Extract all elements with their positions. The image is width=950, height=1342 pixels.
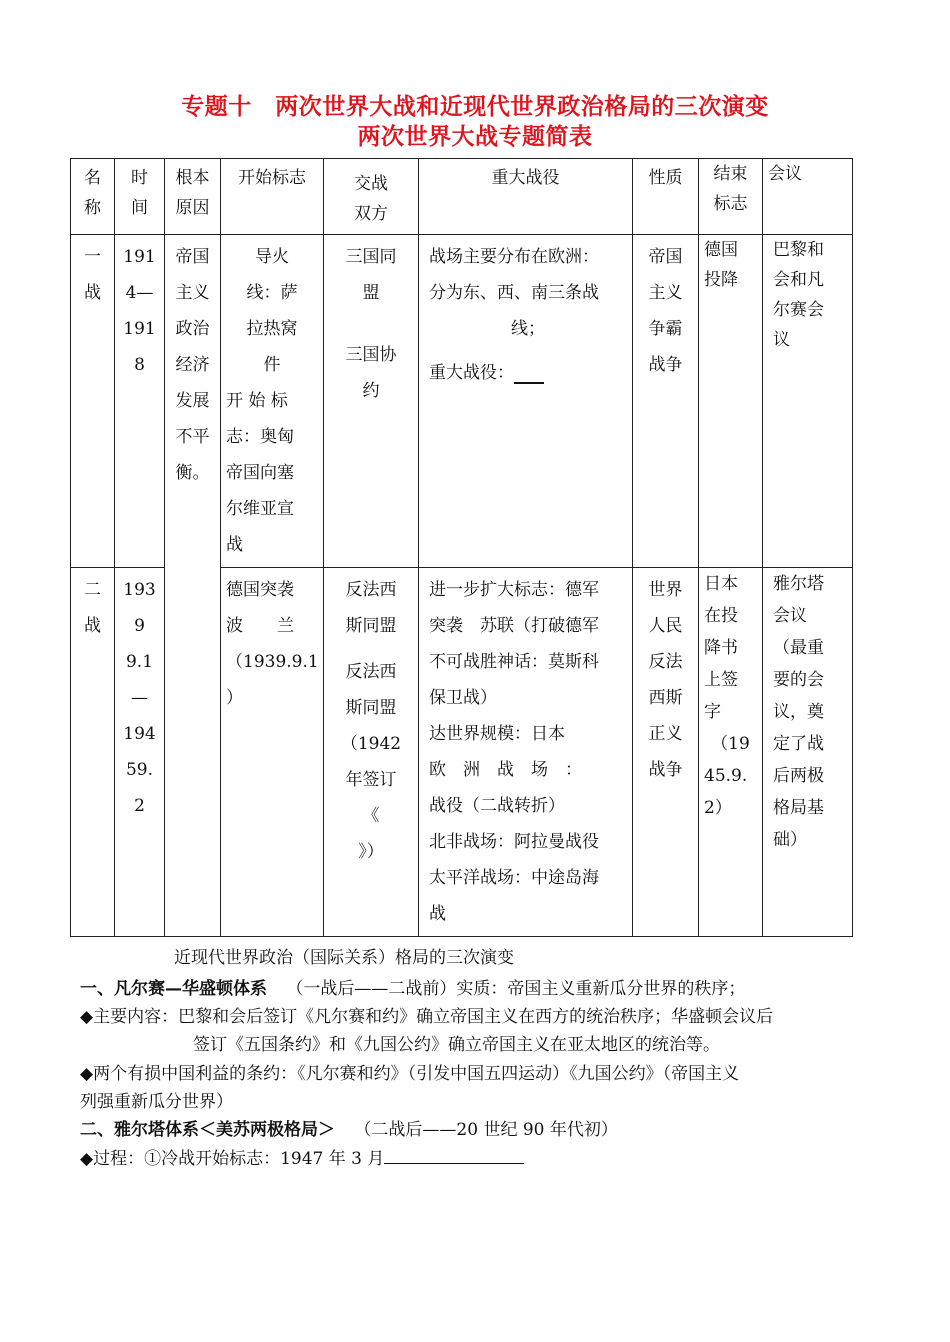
section-1-summary: （一战后——二战前）实质：帝国主义重新瓜分世界的秩序； bbox=[286, 979, 746, 999]
header-battles: 重大战役 bbox=[419, 159, 633, 235]
header-end: 结束 标志 bbox=[699, 159, 763, 235]
section-1-line bbox=[80, 974, 745, 999]
answer-blank bbox=[514, 364, 544, 384]
ww1-name: 一 战 bbox=[71, 235, 115, 568]
header-start: 开始标志 bbox=[221, 159, 324, 235]
process-line bbox=[80, 1144, 524, 1169]
ww1-time: 191 4— 191 8 bbox=[115, 235, 165, 568]
header-cause: 根本 原因 bbox=[165, 159, 221, 235]
treaty-line-1: ◆两个有损中国利益的条约：《凡尔赛和约》（引发中国五四运动）《九国公约》（帝国主义 bbox=[80, 1064, 740, 1084]
section-2-title: 二、雅尔塔体系＜美苏两极格局＞ bbox=[80, 1120, 335, 1140]
treaty-line-2: 列强重新瓜分世界） bbox=[80, 1092, 233, 1112]
document-title: 专题十 两次世界大战和近现代世界政治格局的三次演变 bbox=[181, 94, 769, 120]
ww2-sides: 反法西 斯同盟 反法西 斯同盟 （1942 年签订 《 》） bbox=[324, 568, 419, 937]
header-name: 名 称 bbox=[71, 159, 115, 235]
ww2-name: 二 战 bbox=[71, 568, 115, 937]
table-title: 两次世界大战专题简表 bbox=[357, 124, 593, 150]
header-row bbox=[71, 159, 853, 235]
header-nature: 性质 bbox=[633, 159, 699, 235]
ww1-battles: 战场主要分布在欧洲： 分为东、西、南三条战 线； 重大战役： bbox=[419, 235, 633, 568]
row-ww1 bbox=[71, 235, 853, 568]
ww-summary-table bbox=[70, 158, 853, 937]
ww1-meeting: 巴黎和 会和凡 尔赛会 议 bbox=[763, 235, 853, 568]
ww2-time: 193 9 9.1 — 194 59. 2 bbox=[115, 568, 165, 937]
ww2-nature: 世界 人民 反法 西斯 正义 战争 bbox=[633, 568, 699, 937]
ww2-end: 日本 在投 降书 上签 字 （19 45.9. 2） bbox=[699, 568, 763, 937]
ww1-start: 导火 线：萨 拉热窝 件 开 始 标 志：奥匈 帝国向塞 尔维亚宣 战 bbox=[221, 235, 324, 568]
content-line-1: ◆主要内容：巴黎和会后签订《凡尔赛和约》确立帝国主义在西方的统治秩序；华盛顿会议后 bbox=[80, 1007, 774, 1027]
ww1-end: 德国 投降 bbox=[699, 235, 763, 568]
ww2-start: 德国突袭 波 兰 （1939.9.1 ） bbox=[221, 568, 324, 937]
ww2-battles: 进一步扩大标志：德军 突袭 苏联（打破德军 不可战胜神话：莫斯科 保卫战） 达世界规模：日本 欧 洲 战 场 ： 战役（二战转折） 北非战场：阿拉曼战役 太平洋战场：中途岛海 战 bbox=[419, 568, 633, 937]
ww1-sides: 三国同 盟 三国协 约 bbox=[324, 235, 419, 568]
section-2-summary: （二战后——20 世纪 90 年代初） bbox=[354, 1120, 618, 1140]
ww1-nature: 帝国 主义 争霸 战争 bbox=[633, 235, 699, 568]
cause-cell: 帝国 主义 政治 经济 发展 不平 衡。 bbox=[165, 235, 221, 937]
process-text: ◆过程：①冷战开始标志：1947 年 3 月 bbox=[80, 1149, 385, 1169]
section-2-line bbox=[80, 1115, 618, 1140]
header-meeting: 会议 bbox=[763, 159, 853, 235]
header-sides: 交战 双方 bbox=[324, 159, 419, 235]
answer-underline bbox=[384, 1147, 524, 1164]
section-heading: 近现代世界政治（国际关系）格局的三次演变 bbox=[174, 948, 514, 968]
content-line-2: 签订《五国条约》和《九国公约》确立帝国主义在亚太地区的统治等。 bbox=[193, 1035, 720, 1055]
section-1-title: 一、凡尔赛—华盛顿体系 bbox=[80, 979, 267, 999]
header-time: 时 间 bbox=[115, 159, 165, 235]
ww2-meeting: 雅尔塔 会议 （最重 要的会 议，奠 定了战 后两极 格局基 础） bbox=[763, 568, 853, 937]
